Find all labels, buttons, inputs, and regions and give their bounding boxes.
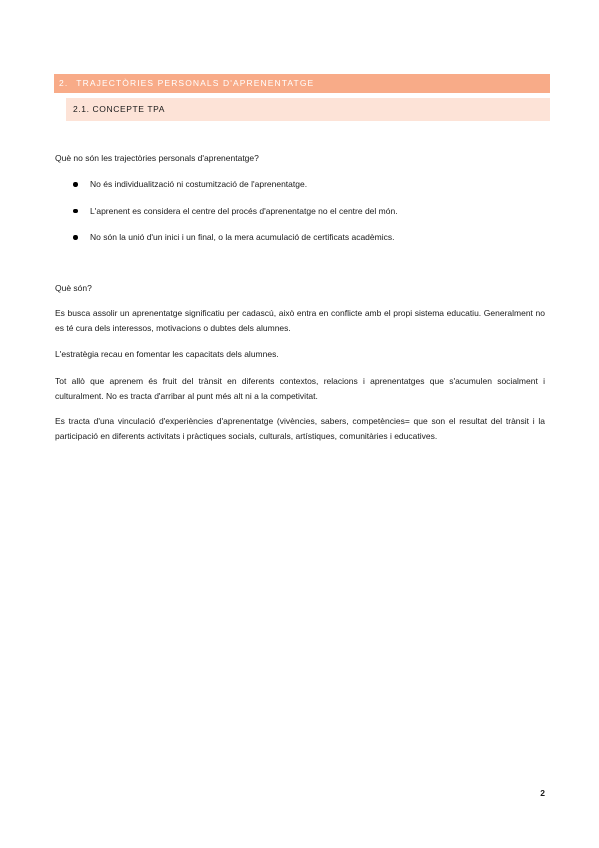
- bullet-list: [55, 177, 545, 257]
- section-title: TRAJECTÒRIES PERSONALS D'APRENENTATGE: [76, 78, 315, 88]
- list-item: [55, 204, 545, 231]
- subsection-heading: [66, 98, 550, 121]
- list-item-text: No és individualització ni costumització de l'aprenentatge.: [90, 179, 308, 189]
- paragraph: Es busca assolir un aprenentatge significatiu per cadascú, això entra en conflicte amb el propi sistema educatiu. Generalment no es té cura dels interessos, motivacions o dubtes dels alumnes.: [55, 308, 545, 333]
- bullet-icon: [73, 209, 78, 214]
- list-item: [55, 177, 545, 204]
- subsection-title: 2.1. CONCEPTE TPA: [73, 104, 166, 114]
- section-number: 2.: [59, 78, 69, 88]
- list-item-text: No són la unió d'un inici i un final, o la mera acumulació de certificats acadèmics.: [90, 232, 395, 242]
- paragraph: Es tracta d'una vinculació d'experiències d'aprenentatge (vivències, sabers, competències= que son el resultat del trànsit i la participació en diferents activitats i pràctiques socials, culturals, artístiques, comunitàries i educatives.: [55, 416, 545, 441]
- bullet-icon: [73, 235, 78, 240]
- section-heading: [54, 74, 550, 93]
- paragraph: L'estratègia recau en fomentar les capacitats dels alumnes.: [55, 349, 279, 359]
- question-what-are: Què són?: [55, 283, 92, 293]
- page-number: 2: [540, 788, 545, 798]
- paragraph: Tot allò que aprenem és fruit del trànsit en diferents contextos, relacions i aprenentatges que s'acumulen socialment i culturalment. No es tracta d'arribar al punt més alt ni a la competivitat.: [55, 376, 545, 401]
- list-item-text: L'aprenent es considera el centre del procés d'aprenentatge no el centre del món.: [90, 205, 398, 216]
- list-item: [55, 230, 545, 257]
- question-what-not: Què no són les trajectòries personals d'aprenentatge?: [55, 153, 259, 163]
- bullet-icon: [73, 182, 78, 187]
